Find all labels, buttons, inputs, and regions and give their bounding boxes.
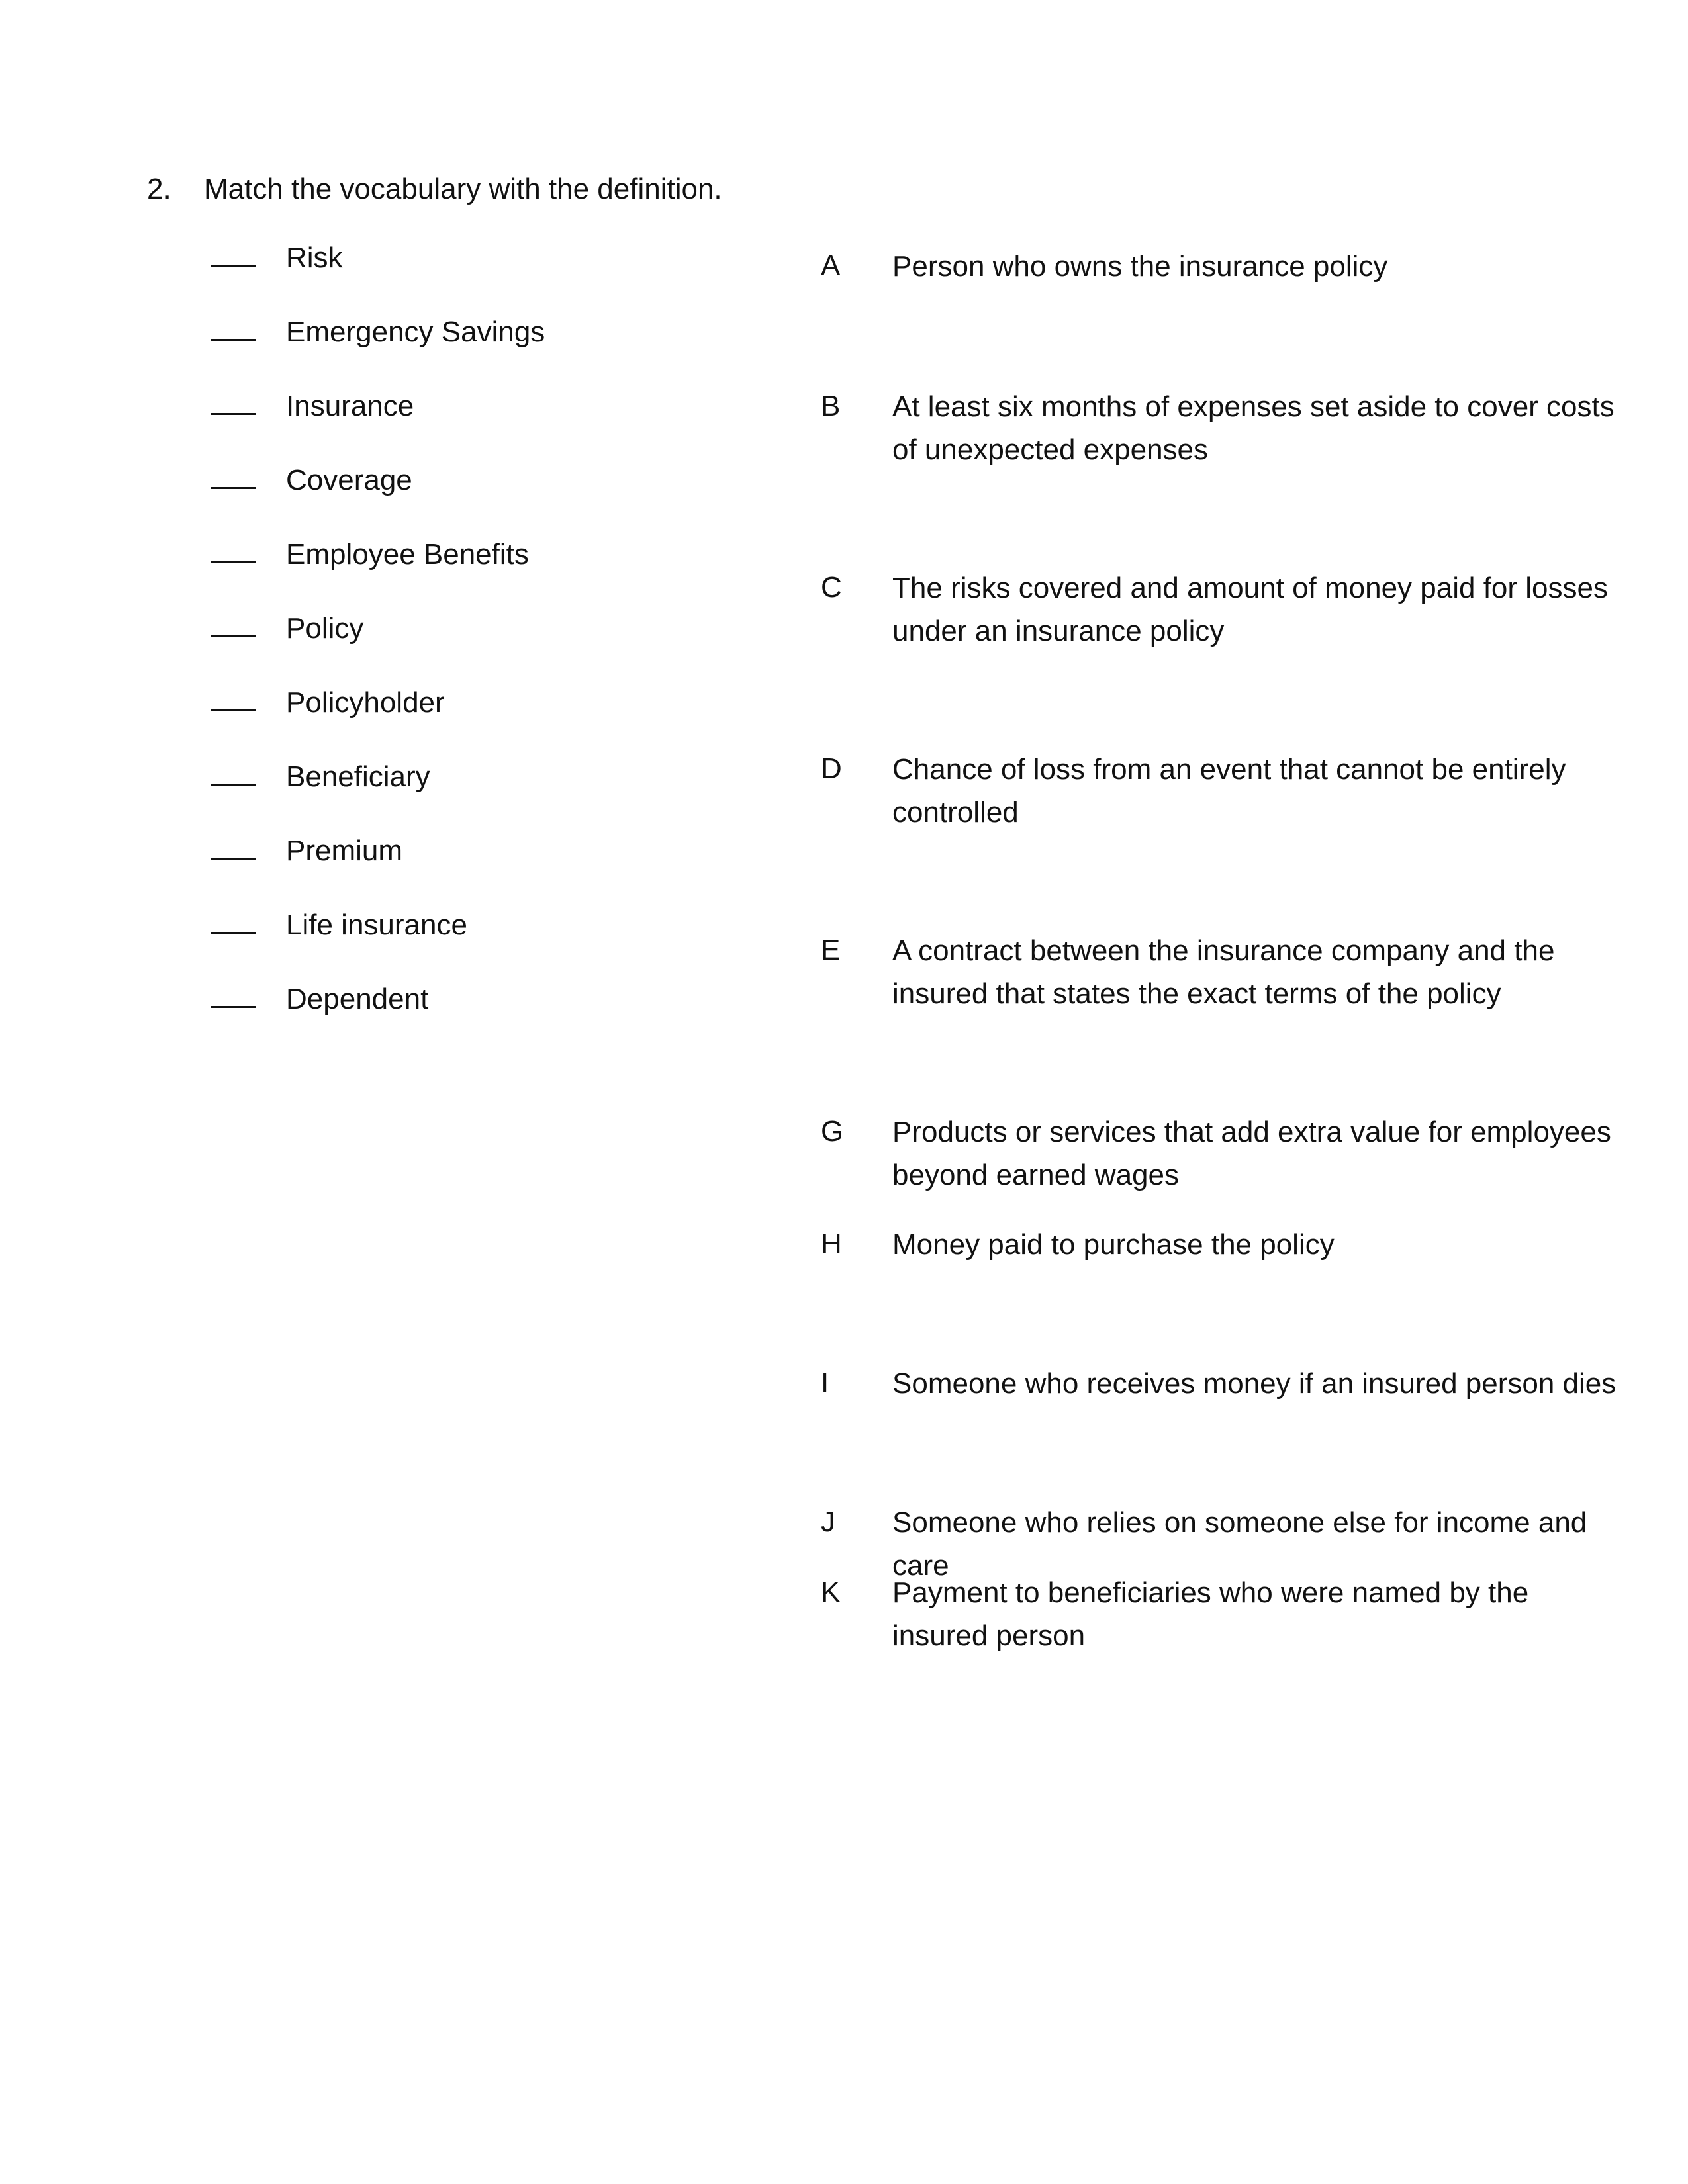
term-label: Policy <box>286 612 364 645</box>
definition-text: Someone who receives money if an insured person dies <box>892 1367 1617 1400</box>
term-row <box>211 311 806 351</box>
definition-text: Payment to beneficiaries who were named by the insured person <box>892 1576 1529 1652</box>
definition-letter: E <box>821 934 841 966</box>
definition-letter: K <box>821 1576 841 1608</box>
term-label: Coverage <box>286 464 412 496</box>
definition-letter: G <box>821 1115 844 1148</box>
answer-blank[interactable] <box>211 1006 256 1008</box>
term-label: Employee Benefits <box>286 538 529 570</box>
definition-text: Someone who relies on someone else for income and care <box>892 1506 1587 1582</box>
term-label: Premium <box>286 835 403 867</box>
definition-text: The risks covered and amount of money paid for losses under an insurance policy <box>892 572 1608 647</box>
term-label: Risk <box>286 242 343 274</box>
term-row <box>211 830 806 870</box>
definition-letter: D <box>821 752 842 785</box>
answer-blank[interactable] <box>211 784 256 786</box>
answer-blank[interactable] <box>211 265 256 267</box>
term-row <box>211 756 806 796</box>
answer-blank[interactable] <box>211 339 256 341</box>
term-row <box>211 459 806 499</box>
answer-blank[interactable] <box>211 635 256 637</box>
term-label: Life insurance <box>286 909 467 941</box>
term-row <box>211 385 806 425</box>
term-row <box>211 978 806 1018</box>
term-label: Beneficiary <box>286 760 430 793</box>
answer-blank[interactable] <box>211 709 256 711</box>
answer-blank[interactable] <box>211 413 256 415</box>
definition-letter: J <box>821 1506 835 1538</box>
term-row <box>211 237 806 277</box>
term-row <box>211 608 806 647</box>
term-row <box>211 904 806 944</box>
definition-text: Chance of loss from an event that cannot be entirely controlled <box>892 753 1566 829</box>
definition-letter: B <box>821 390 841 422</box>
definition-text: Products or services that add extra value for employees beyond earned wages <box>892 1116 1611 1191</box>
term-label: Insurance <box>286 390 414 422</box>
term-label: Emergency Savings <box>286 316 545 348</box>
definition-letter: A <box>821 250 841 282</box>
definition-letter: I <box>821 1367 829 1399</box>
question-number: 2. <box>147 173 171 205</box>
definition-text: At least six months of expenses set aside to cover costs of unexpected expenses <box>892 390 1615 466</box>
answer-blank[interactable] <box>211 932 256 934</box>
definition-letter: H <box>821 1228 842 1260</box>
term-row <box>211 533 806 573</box>
question-prompt: Match the vocabulary with the definition. <box>204 173 722 205</box>
term-label: Policyholder <box>286 686 445 719</box>
answer-blank[interactable] <box>211 858 256 860</box>
definition-text: A contract between the insurance company and the insured that states the exact terms of the policy <box>892 934 1555 1010</box>
term-label: Dependent <box>286 983 429 1015</box>
term-row <box>211 682 806 721</box>
answer-blank[interactable] <box>211 561 256 563</box>
definition-text: Money paid to purchase the policy <box>892 1228 1335 1261</box>
definition-text: Person who owns the insurance policy <box>892 250 1388 283</box>
definition-letter: C <box>821 571 842 604</box>
answer-blank[interactable] <box>211 487 256 489</box>
